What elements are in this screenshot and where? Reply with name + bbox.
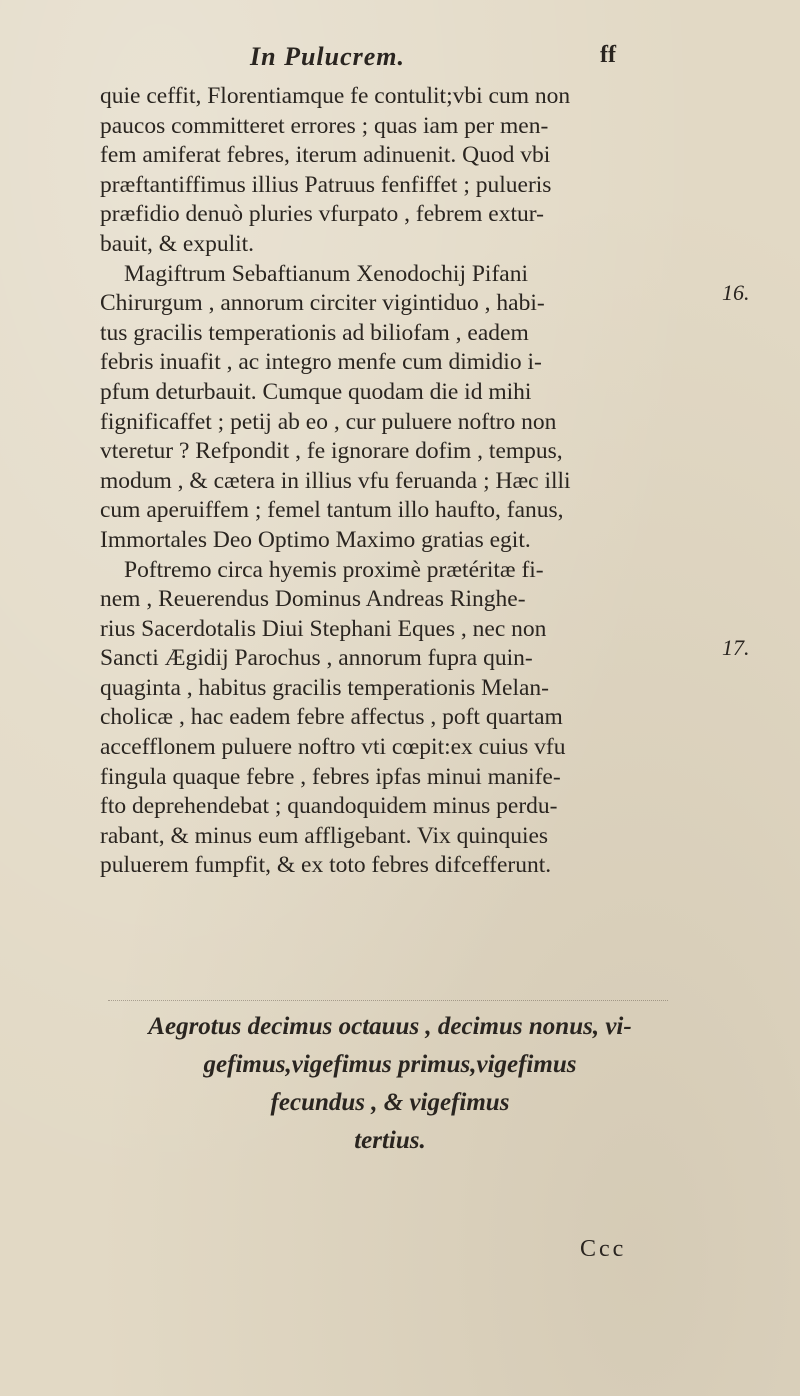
running-title: In Pulucrem. bbox=[250, 42, 406, 71]
running-head bbox=[0, 38, 800, 78]
margin-note-16: 16. bbox=[722, 280, 750, 305]
catchword: Ccc bbox=[580, 1236, 627, 1262]
section-divider bbox=[108, 1000, 668, 1001]
paragraph-2 bbox=[100, 260, 660, 556]
paragraph-3 bbox=[100, 556, 660, 882]
heading-line-1: Aegrotus decimus octauus , decimus nonus, vi- bbox=[148, 1013, 632, 1040]
section-heading bbox=[120, 1008, 660, 1160]
heading-line-2: gefimus,vigefimus primus,vigefimus bbox=[203, 1051, 577, 1078]
page-number: ff bbox=[600, 42, 616, 68]
paragraph-3-text: Poftremo circa hyemis proximè prætéritæ fi- nem , Reuerendus Dominus Andreas Ringhe- rius Sacerdotalis Diui Stephani Eques , nec non Sancti Ægidij Parochus , annorum fupra quin- quaginta , habitus gracilis temperationis Melan- cholicæ , hac eadem febre affectus , poft quartam accefflonem puluere noftro vti cœpit:ex cuius vfu fingula quaque febre , febres ipfas minui manife- fto deprehendebat ; quandoquidem minus perdu- rabant, & minus eum affligebant. Vix quinquies puluerem fumpfit, & ex toto febres difcefferunt. bbox=[100, 556, 566, 879]
heading-line-4: tertius. bbox=[354, 1127, 426, 1154]
body-text bbox=[100, 82, 660, 881]
margin-note-17: 17. bbox=[722, 635, 750, 660]
paragraph-2-text: Magiftrum Sebaftianum Xenodochij Pifani Chirurgum , annorum circiter vigintiduo , habi- tus gracilis temperationis ad biliofam , eadem febris inuafit , ac integro menfe cum dimidio i- pfum deturbauit. Cumque quodam die id mihi fignificaffet ; petij ab eo , cur puluere noftro non vteretur ? Refpondit , fe ignorare dofim , tempus, modum , & cætera in illius vfu feruanda ; Hæc illi cum aperuiffem ; femel tantum illo haufto, fanus, Immortales Deo Optimo Maximo gratias egit. bbox=[100, 260, 571, 553]
heading-line-3: fecundus , & vigefimus bbox=[270, 1089, 510, 1116]
paragraph-1: quie ceffit, Florentiamque fe contulit;vbi cum non paucos committeret errores ; quas iam per men- fem amiferat febres, iterum adinuenit. Quod vbi præftantiffimus illius Patruus fenfiffet ; pulueris præfidio denuò pluries vfurpato , febrem extur- bauit, & expulit. bbox=[100, 83, 571, 257]
